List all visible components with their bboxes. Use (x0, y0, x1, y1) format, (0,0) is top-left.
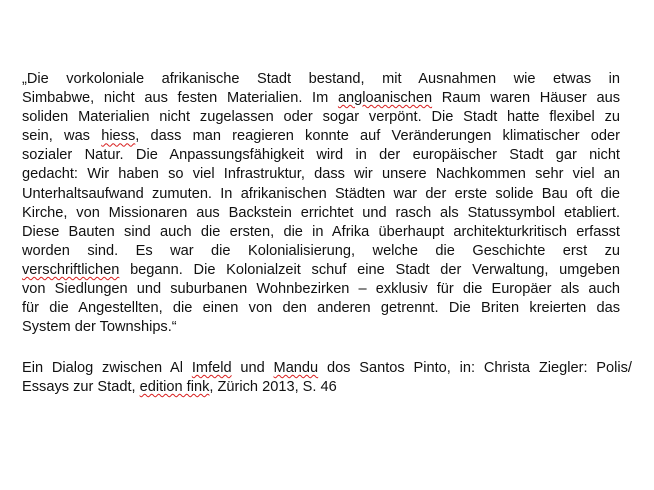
quote-line: Simbabwe, nicht aus festen Materialien. Im angloanischen Raum waren Häuser aus (22, 90, 620, 107)
citation-line: Essays zur Stadt, edition fink, Zürich 2013, S. 46 (22, 379, 337, 396)
citation-paragraph (22, 359, 632, 397)
quote-paragraph (22, 70, 620, 337)
quote-line: verschriftlichen begann. Die Kolonialzeit schuf eine Stadt der Verwaltung, umgeben (22, 261, 620, 278)
spellcheck-underline: angloanischen (337, 90, 433, 107)
spellcheck-underline: hiess (101, 128, 136, 145)
quote-line: sein, was hiess, dass man reagieren konnte auf Veränderungen klimatischer oder (22, 128, 621, 145)
quote-line: Kirche, von Missionaren aus Backstein errichtet und rasch als Statussymbol etabliert. (22, 204, 620, 221)
quote-line: „Die vorkoloniale afrikanische Stadt bestand, mit Ausnahmen wie etwas in (22, 71, 620, 87)
quote-line: soliden Materialien nicht zugelassen oder sogar verpönt. Die Stadt hatte flexibel zu (22, 109, 620, 126)
spellcheck-underline: Imfeld (191, 360, 232, 376)
quote-line: sozialer Natur. Die Anpassungsfähigkeit wird in der europäischer Stadt gar nicht (22, 147, 620, 164)
quote-line: für die Angestellten, die einen von den anderen getrennt. Die Briten kreierten das (22, 300, 620, 317)
spellcheck-underline: verschriftlichen (22, 261, 120, 278)
quote-line: Unterhaltsaufwand zumuten. In afrikanischen Städten war der erste solide Bau oft die (22, 185, 620, 202)
spellcheck-underline: Mandu (273, 360, 319, 376)
quote-line: von Siedlungen und suburbanen Wohnbezirken – exklusiv für die Europäer als auch (22, 281, 620, 298)
spellcheck-underline: edition fink (139, 379, 210, 396)
citation-line: Ein Dialog zwischen Al Imfeld und Mandu dos Santos Pinto, in: Christa Ziegler: Polis/ (22, 360, 632, 376)
quote-line: gedacht: Wir haben so viel Infrastruktur, dass wir unsere Nachkommen sehr viel an (22, 166, 620, 183)
quote-line: Diese Bauten sind auch die ersten, die in Afrika überhaupt architekturkritisch erfasst (22, 223, 620, 240)
quote-line: System der Townships.“ (22, 319, 177, 336)
quote-line: worden sind. Es war die Kolonialisierung, welche die Geschichte erst zu (22, 242, 620, 259)
